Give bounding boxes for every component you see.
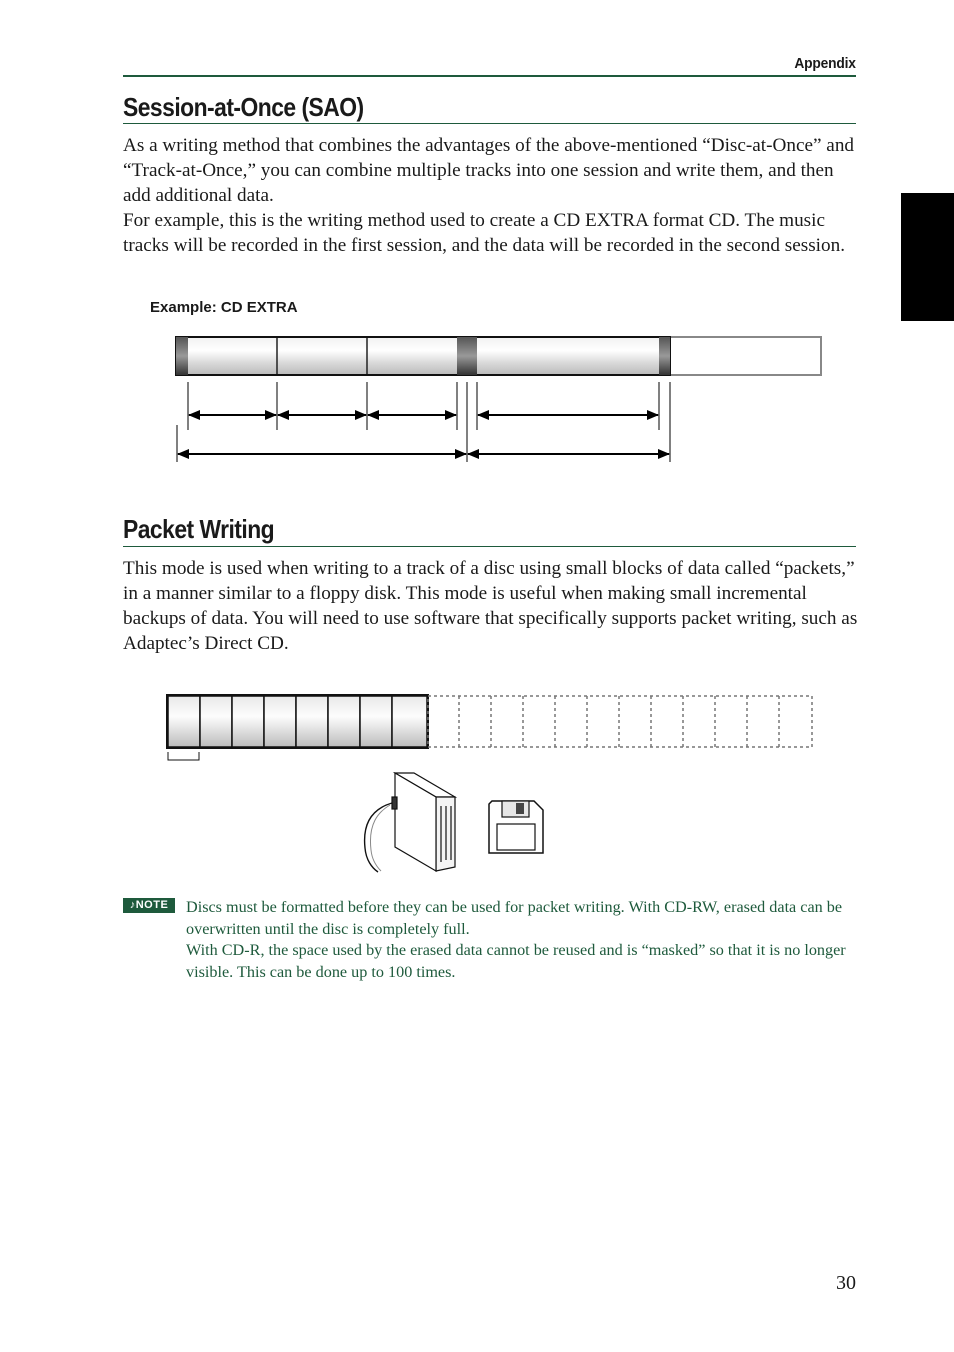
packet	[296, 696, 328, 747]
session-gap	[457, 337, 477, 375]
packet-writing-heading: Packet Writing	[123, 514, 275, 544]
written-packets	[167, 695, 428, 748]
section-header: Appendix	[794, 55, 856, 72]
note-icon: ♪NOTE	[123, 898, 175, 913]
packet-writing-diagram	[167, 695, 812, 872]
sao-paragraph-1: As a writing method that combines the advantages of the above-mentioned “Disc-at-Once” and “Track-at-Once,” you can combine multiple tracks into one session and write them, and then add additional data.	[123, 135, 855, 206]
page-number: 30	[836, 1272, 856, 1294]
note-text	[186, 897, 856, 983]
packet	[168, 696, 200, 747]
packet	[232, 696, 264, 747]
packet-writing-heading-rule	[123, 546, 856, 547]
drive-cable	[365, 803, 392, 872]
session1-lead-in	[176, 337, 188, 375]
note-line-1: Discs must be formatted before they can be used for packet writing. With CD-RW, erased data can be overwritten until the disc is completely full.	[186, 898, 843, 938]
packet	[360, 696, 392, 747]
packet	[200, 696, 232, 747]
cd-drive-icon	[365, 773, 455, 872]
empty-area-outline	[428, 696, 812, 747]
packet-writing-paragraph: This mode is used when writing to a track of a disc using small blocks of data called “packets,” in a manner similar to a floppy disk. This mode is useful when making small incremental backups of data. You will need to use software that specifically supports packet writing, such as Adaptec’s Direct CD.	[123, 558, 858, 654]
note-line-2: With CD-R, the space used by the erased data cannot be reused and is “masked” so that it is no longer visible. This can be done up to 100 times.	[186, 941, 846, 981]
packet	[328, 696, 360, 747]
sao-heading: Session-at-Once (SAO)	[123, 92, 364, 122]
example-label: Example: CD EXTRA	[150, 299, 298, 316]
packet	[264, 696, 296, 747]
session2-lead-out	[659, 337, 670, 375]
floppy-shutter-window	[516, 803, 524, 814]
written-area	[178, 338, 668, 374]
packet-bracket	[168, 752, 199, 760]
floppy-shutter	[502, 801, 529, 817]
floppy-label	[497, 824, 535, 850]
floppy-disk-icon	[489, 801, 543, 853]
packet-writing-body	[123, 556, 858, 656]
packet	[392, 696, 427, 747]
drive-connector	[392, 797, 397, 809]
empty-packets	[428, 696, 812, 747]
sao-paragraph-2: For example, this is the writing method used to create a CD EXTRA format CD. The music tracks will be recorded in the first session, and the data will be recorded in the second session.	[123, 210, 845, 256]
cd-extra-diagram	[176, 337, 821, 462]
